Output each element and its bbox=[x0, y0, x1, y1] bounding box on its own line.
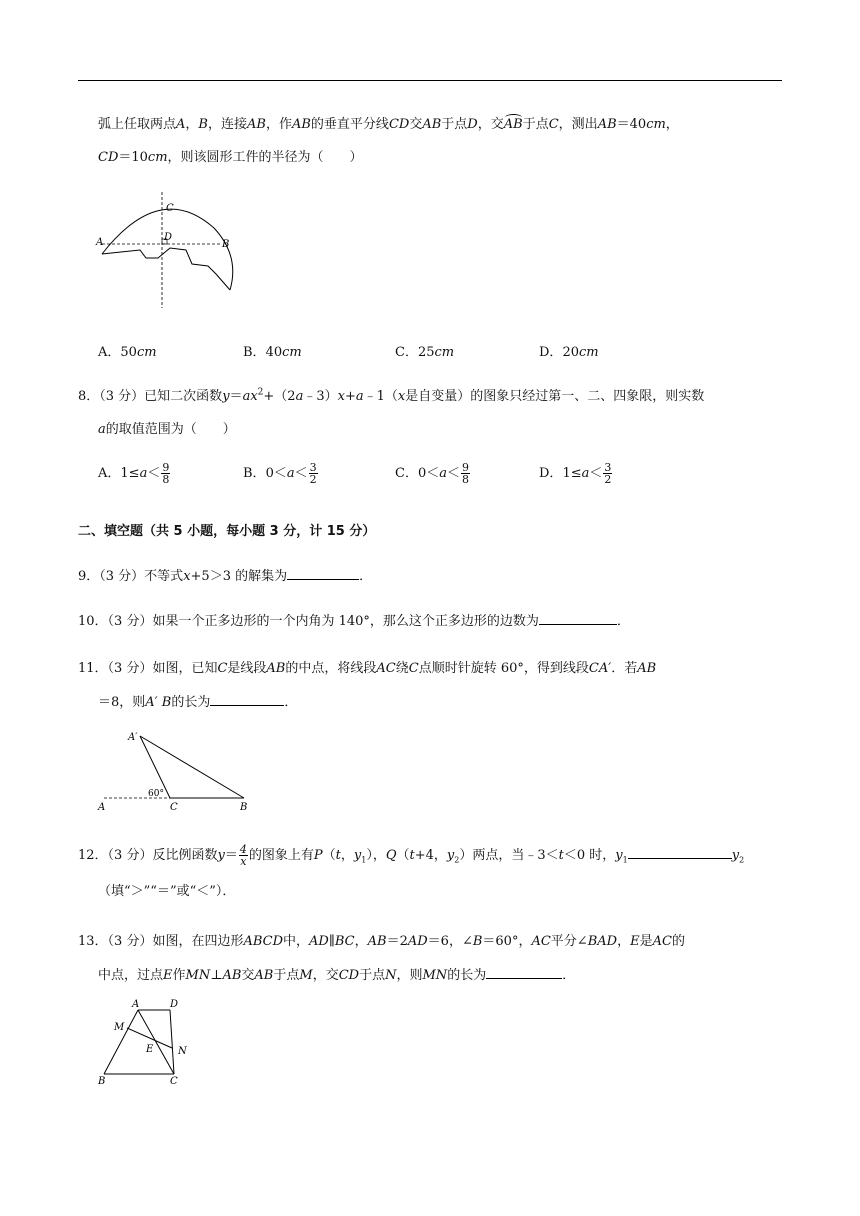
q11-text-line1: 11．（3 分）如图，已知C是线段AB的中点，将线段AC绕C点顺时针旋转 60°，得到线段CA′．若AB bbox=[78, 661, 657, 676]
q12-answer-blank[interactable] bbox=[628, 846, 732, 859]
q8-text-line2: a的取值范围为（ ） bbox=[98, 422, 236, 437]
q7-text-line2: CD＝10cm，则该圆形工件的半径为（ ） bbox=[98, 150, 363, 165]
q13-label-m: M bbox=[114, 1022, 125, 1033]
q10-answer-blank[interactable] bbox=[539, 612, 617, 625]
q8-text-line1: 8．（3 分）已知二次函数$y=ax^2+(2a﹣3)x+a﹣1(x$是自变量）的图象只经过第一、二、四象限，则实数 bbox=[78, 387, 705, 404]
q7-label-b: B bbox=[222, 239, 230, 250]
q11-label-a: A bbox=[98, 802, 106, 813]
q13-label-b: B bbox=[98, 1076, 106, 1087]
q8-option-d: D．1≤a＜ $\frac{3}{2}$ bbox=[539, 461, 612, 486]
q11-label-c: C bbox=[170, 802, 178, 813]
q7-option-b: B．40cm bbox=[243, 345, 302, 360]
q11-text-line2: ＝8，则A′ B的长为 ． bbox=[98, 695, 298, 710]
q11-label-aprime: A′ bbox=[128, 732, 138, 743]
q7-text-line1: 弧上任取两点A，B，连接AB，作AB的垂直平分线CD交AB于点D，交AB于点C，测出AB＝40cm， bbox=[98, 117, 679, 132]
q13-text-line1: 13．（3 分）如图，在四边形ABCD中，AD∥BC，AB＝2AD＝6，∠B＝60°，AC平分∠BAD，E是AC的 bbox=[78, 934, 685, 949]
q7-label-c: C bbox=[166, 203, 174, 214]
q7-label-d: D bbox=[164, 232, 173, 243]
q13-label-a: A bbox=[132, 999, 140, 1010]
q7-option-c: C．25cm bbox=[395, 345, 455, 360]
q12-text-line2: （填“＞”“＝”或“＜”）． bbox=[98, 884, 236, 899]
q11-label-angle: 60° bbox=[148, 789, 164, 799]
q7-label-a: A bbox=[96, 237, 104, 248]
arc-ab-symbol: AB bbox=[503, 117, 523, 132]
q11-label-b: B bbox=[240, 802, 248, 813]
q7-figure-arc bbox=[90, 186, 240, 312]
q8-option-c: C．0＜a＜ $\frac{9}{8}$ bbox=[395, 461, 470, 486]
q13-answer-blank[interactable] bbox=[486, 966, 562, 979]
q13-text-line2: 中点，过点E作MN⊥AB交AB于点M，交CD于点N，则MN的长为 ． bbox=[98, 968, 576, 983]
q11-answer-blank[interactable] bbox=[210, 693, 284, 706]
q8-option-a: A．1≤a＜ $\frac{9}{8}$ bbox=[98, 461, 170, 486]
q13-figure-quadrilateral bbox=[90, 996, 200, 1088]
q9-answer-blank[interactable] bbox=[287, 567, 359, 580]
q10-text: 10．（3 分）如果一个正多边形的一个内角为 140°，那么这个正多边形的边数为 ． bbox=[78, 614, 630, 629]
section-heading-fill-in: 二、填空题（共 5 小题，每小题 3 分，计 15 分） bbox=[78, 524, 376, 539]
q11-figure-triangle bbox=[92, 726, 258, 816]
q9-text: 9．（3 分）不等式x+5＞3 的解集为 ． bbox=[78, 569, 373, 584]
header-rule bbox=[78, 80, 782, 81]
q8-option-b: B．0＜a＜ $\frac{3}{2}$ bbox=[243, 461, 317, 486]
q13-label-d: D bbox=[170, 999, 179, 1010]
q7-option-a: A．50cm bbox=[98, 345, 157, 360]
q13-label-n: N bbox=[178, 1046, 187, 1057]
q13-label-e: E bbox=[146, 1044, 154, 1055]
q12-text-line1: 12．（3 分）反比例函数y＝ $\frac{4}{x}$ 的图象上有P（t，$y_1$），Q（t+4，$y_2$）两点，当﹣3＜t＜0 时，$y_1$ $y_2$ bbox=[78, 843, 745, 868]
q7-option-d: D．20cm bbox=[539, 345, 599, 360]
q13-label-c: C bbox=[170, 1076, 178, 1087]
